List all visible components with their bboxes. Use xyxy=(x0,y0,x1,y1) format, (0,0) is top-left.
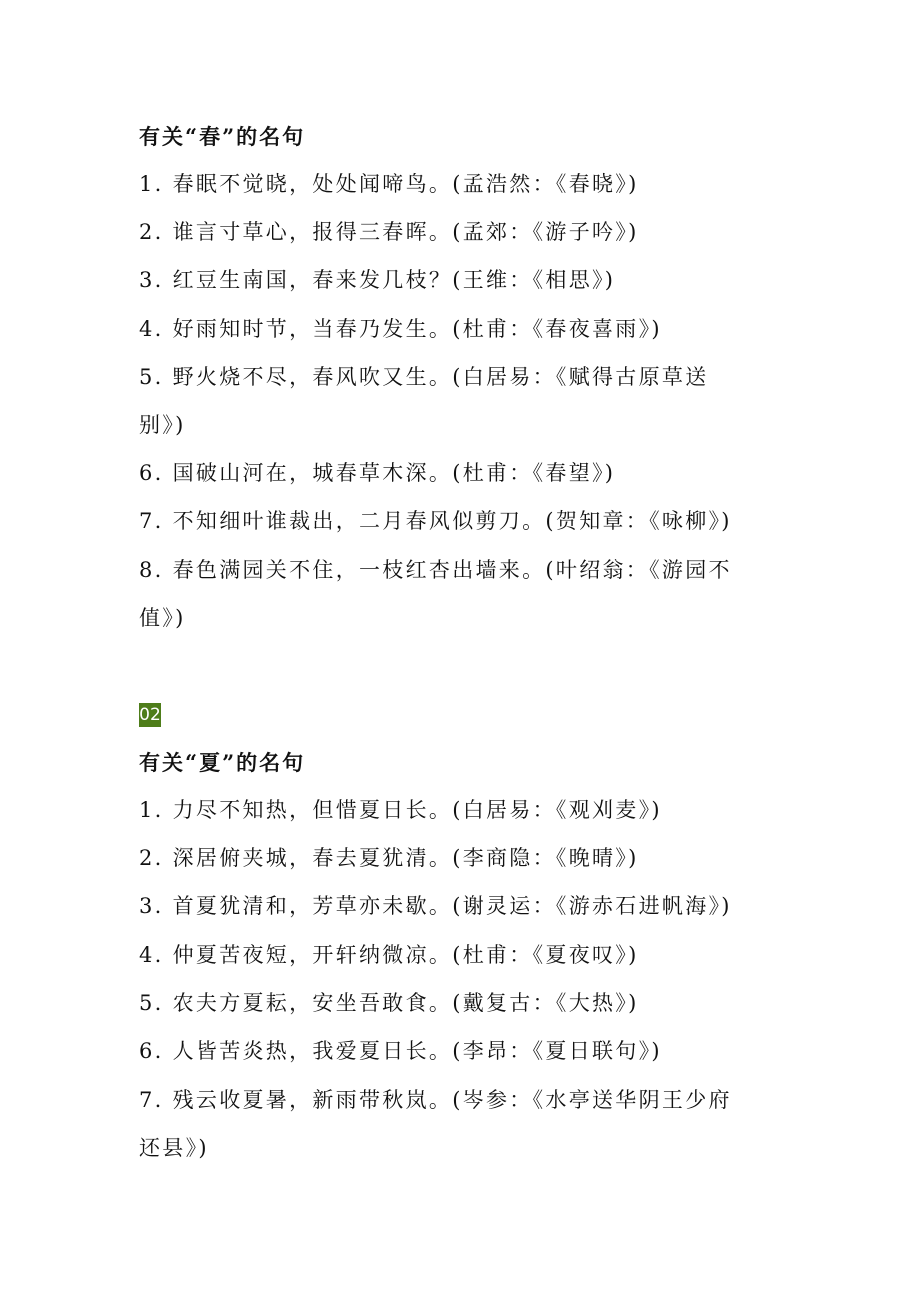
spring-quote-3: 3. 红豆生南国，春来发几枝？(王维：《相思》) xyxy=(139,268,616,292)
summer-quote-4: 4. 仲夏苦夜短，开轩纳微凉。(杜甫：《夏夜叹》) xyxy=(139,943,639,967)
summer-quote-7: 7. 残云收夏暑，新雨带秋岚。(岑参：《水亭送华阴王少府 xyxy=(139,1088,732,1112)
spring-quote-8-continued: 值》) xyxy=(139,606,186,630)
summer-section-heading: 有关“夏”的名句 xyxy=(139,750,306,775)
summer-quote-1: 1. 力尽不知热，但惜夏日长。(白居易：《观刈麦》) xyxy=(139,798,662,822)
summer-quote-6: 6. 人皆苦炎热，我爱夏日长。(李昂：《夏日联句》) xyxy=(139,1039,662,1063)
spring-quote-4: 4. 好雨知时节，当春乃发生。(杜甫：《春夜喜雨》) xyxy=(139,317,662,341)
spring-quote-7: 7. 不知细叶谁裁出，二月春风似剪刀。(贺知章：《咏柳》) xyxy=(139,509,732,533)
summer-quote-5: 5. 农夫方夏耘，安坐吾敢食。(戴复古：《大热》) xyxy=(139,991,639,1015)
summer-quote-7-continued: 还县》) xyxy=(139,1136,209,1160)
summer-quote-2: 2. 深居俯夹城，春去夏犹清。(李商隐：《晚晴》) xyxy=(139,846,639,870)
spring-quote-6: 6. 国破山河在，城春草木深。(杜甫：《春望》) xyxy=(139,461,616,485)
summer-quote-3: 3. 首夏犹清和，芳草亦未歇。(谢灵运：《游赤石进帆海》) xyxy=(139,894,732,918)
spring-quote-2: 2. 谁言寸草心，报得三春晖。(孟郊：《游子吟》) xyxy=(139,220,639,244)
spring-quote-8: 8. 春色满园关不住，一枝红杏出墙来。(叶绍翁：《游园不 xyxy=(139,558,732,582)
spring-quote-5: 5. 野火烧不尽，春风吹又生。(白居易：《赋得古原草送 xyxy=(139,365,709,389)
section-number-badge: 02 xyxy=(139,705,161,725)
spring-section-heading: 有关“春”的名句 xyxy=(139,124,306,149)
spring-quote-1: 1. 春眠不觉晓，处处闻啼鸟。(孟浩然：《春晓》) xyxy=(139,172,639,196)
spring-quote-5-continued: 别》) xyxy=(139,413,186,437)
